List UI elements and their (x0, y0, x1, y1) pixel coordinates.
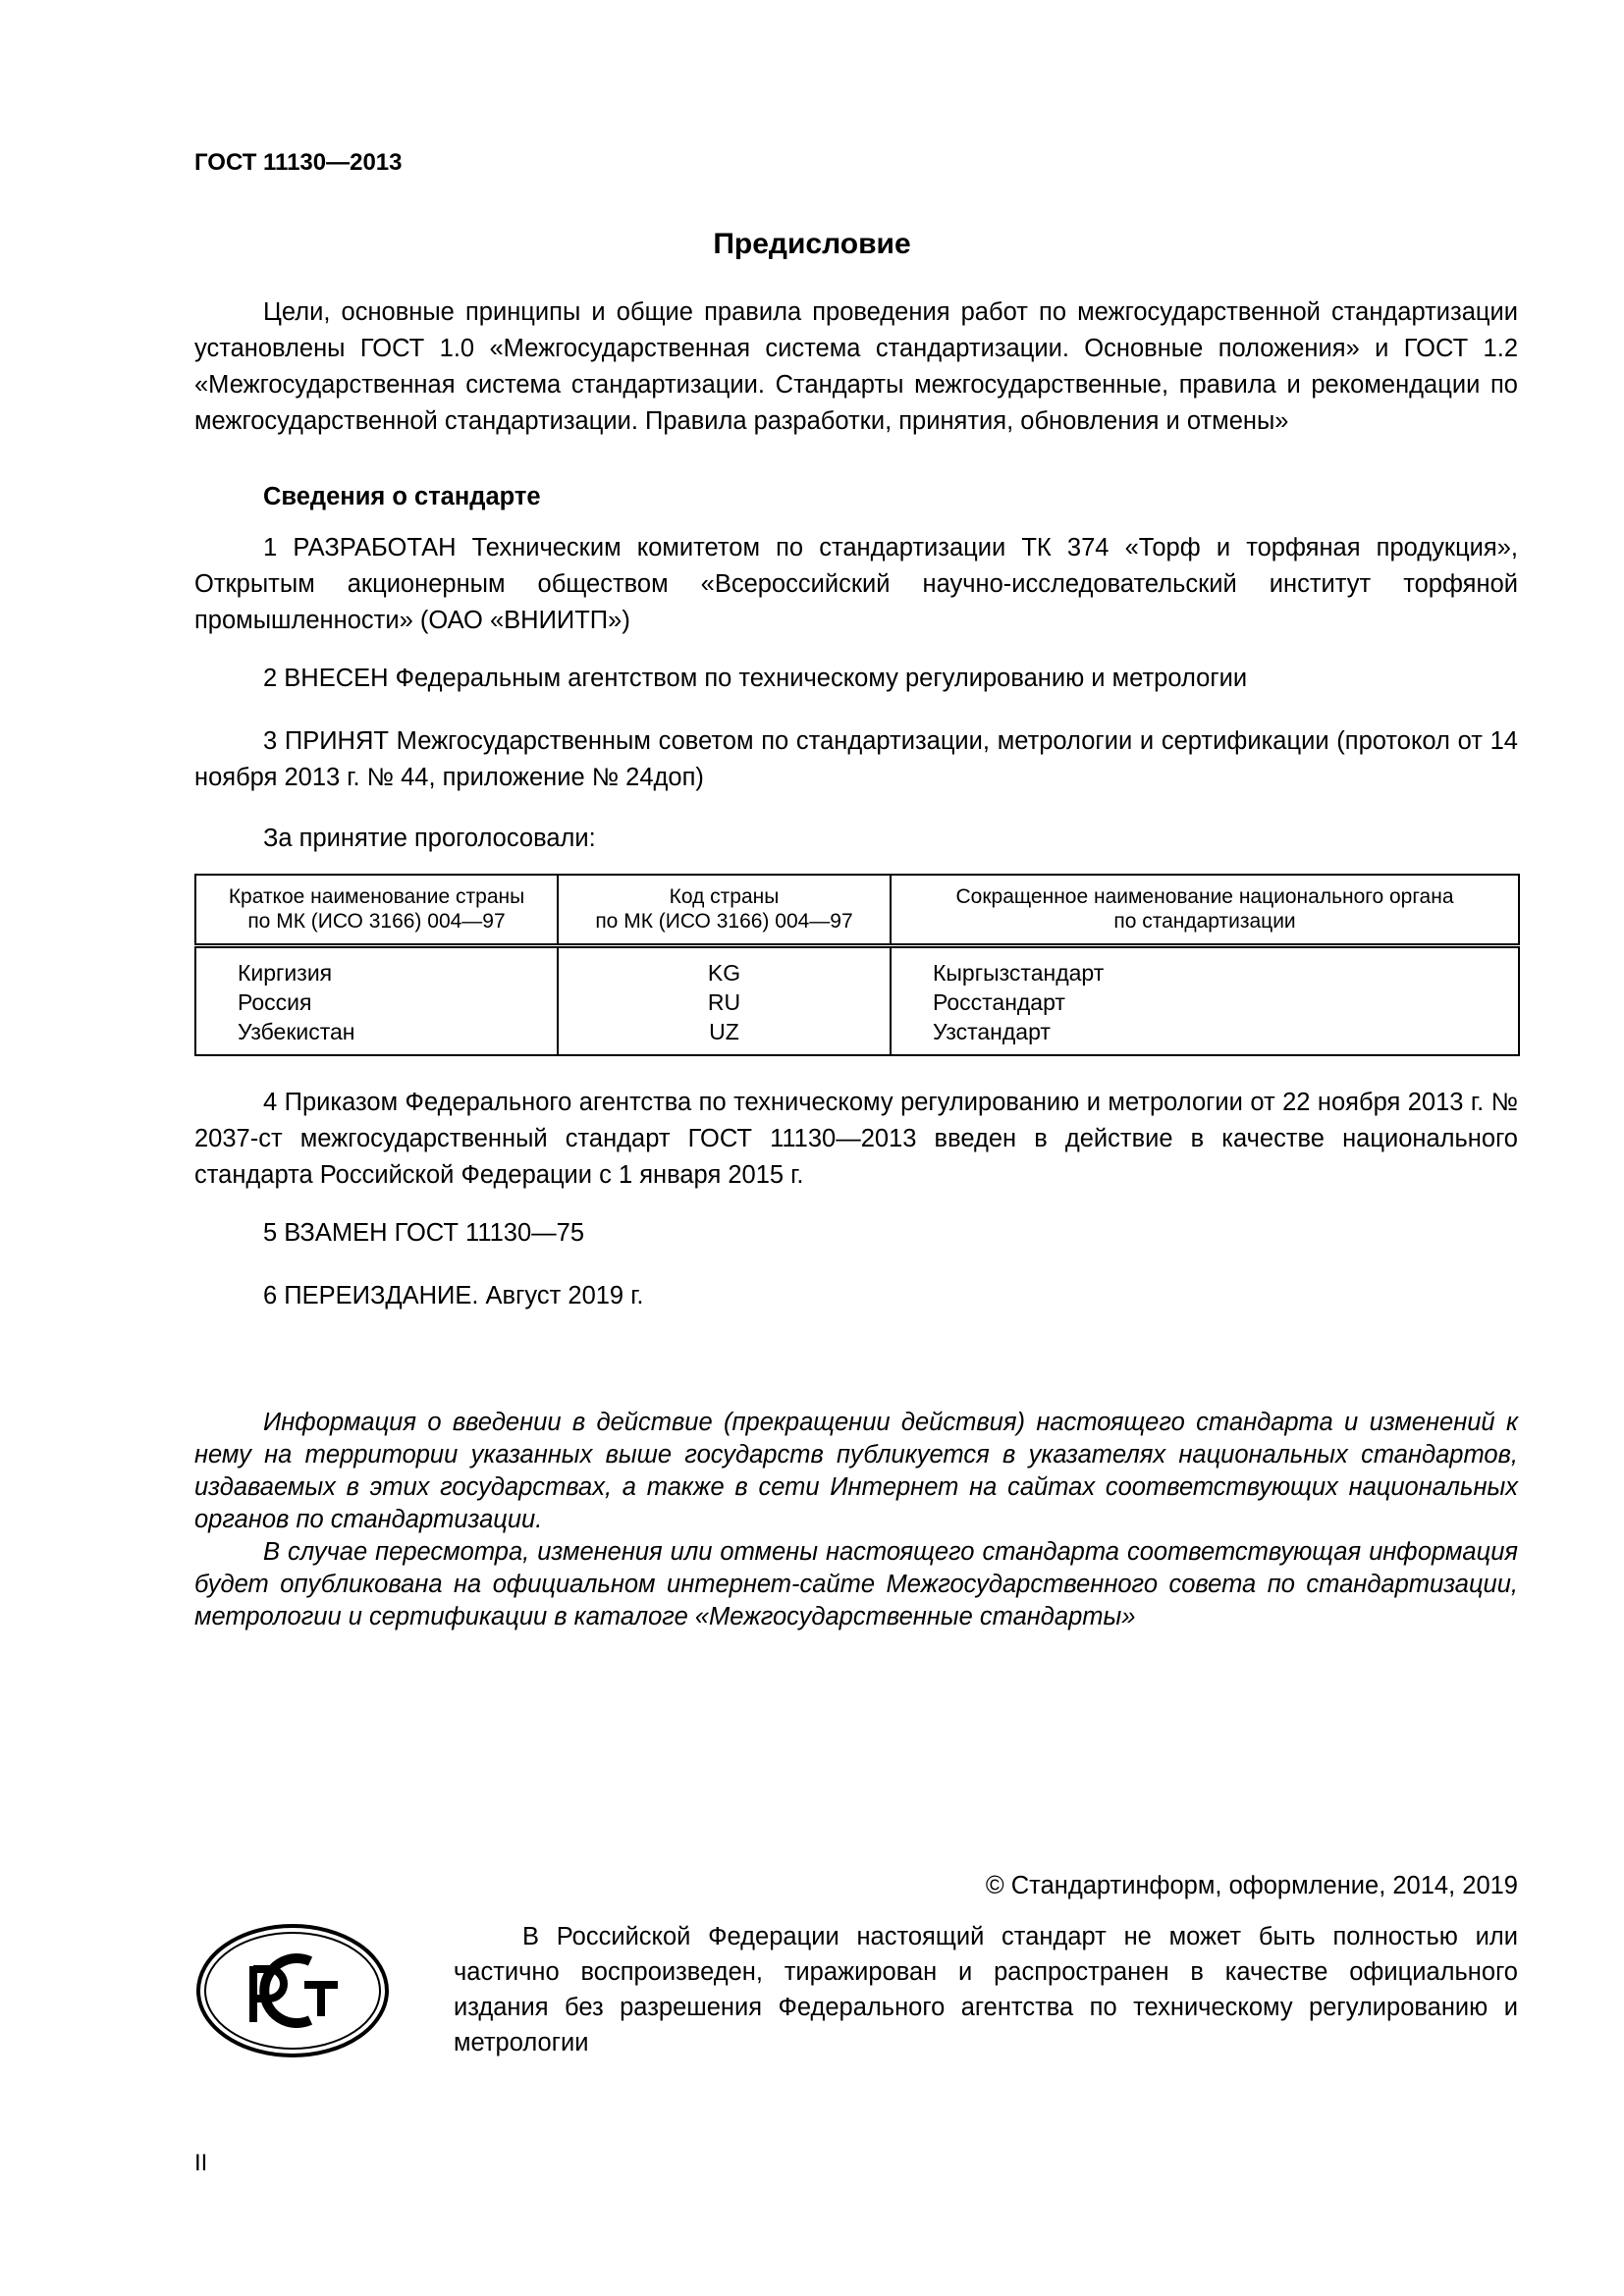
country-cell: Россия (195, 988, 558, 1017)
item-adopted: 3 ПРИНЯТ Межгосударственным советом по стандартизации, метрологии и сертификации (протокол от 14 ноября 2013 г. № 44, приложение № 24доп) (194, 727, 1518, 791)
item-introduced: 2 ВНЕСЕН Федеральным агентством по техническому регулированию и метрологии (263, 665, 1248, 692)
table-header-row (195, 875, 1519, 946)
header-country (195, 875, 558, 946)
header-body-line1: Сокращенное наименование национального органа (955, 885, 1454, 908)
item-replaces: 5 ВЗАМЕН ГОСТ 11130—75 (263, 1219, 585, 1247)
code-cell: KG (558, 946, 891, 988)
body-cell: Узстандарт (891, 1017, 1519, 1055)
voting-table (194, 874, 1520, 1056)
header-country-line2: по МК (ИСО 3166) 004—97 (247, 910, 506, 933)
header-body (891, 875, 1519, 946)
code-cell: RU (558, 988, 891, 1017)
intro-paragraph: Цели, основные принципы и общие правила проведения работ по межгосударственной стандартизации установлены ГОСТ 1.0 «Межгосударственная система стандартизации. Основные положения» и ГОСТ 1.2 «Межгосударственная система стандартизации. Стандарты межгосударственные, правила и рекомендации по межгосударственной стандартизации. Правила разработки, принятия, обновления и отмены» (194, 298, 1518, 435)
header-code (558, 875, 891, 946)
item-developed: 1 РАЗРАБОТАН Техническим комитетом по стандартизации ТК 374 «Торф и торфяная продукция», Открытым акционерным обществом «Всероссийский научно-исследовательский институт торфяной промышленности» (ОАО «ВНИИТП») (194, 534, 1518, 634)
item-order: 4 Приказом Федерального агентства по техническому регулированию и метрологии от 22 ноября 2013 г. № 2037-ст межгосударственный стандарт ГОСТ 11130—2013 введен в действие в качестве национального стандарта Российской Федерации с 1 января 2015 г. (194, 1089, 1518, 1189)
document-code: ГОСТ 11130—2013 (194, 149, 403, 176)
country-cell: Киргизия (195, 946, 558, 988)
note-introduction-info: Информация о введении в действие (прекращении действия) настоящего стандарта и изменений к нему на территории указанных выше государств публикуется в указателях национальных стандартов, издаваемых в этих государствах, а также в сети Интернет на сайтах соответствующих национальных органов по стандартизации. (194, 1409, 1518, 1533)
table-row (195, 988, 1519, 1017)
vote-intro: За принятие проголосовали: (263, 825, 596, 852)
header-code-line1: Код страны (669, 885, 780, 908)
note-revision-info: В случае пересмотра, изменения или отмены настоящего стандарта соответствующая информация будет опубликована на официальном интернет-сайте Межгосударственного совета по стандартизации, метрологии и сертификации в каталоге «Межгосударственные стандарты» (194, 1538, 1518, 1630)
rst-certification-mark-icon (194, 1922, 391, 2064)
header-body-line2: по стандартизации (1113, 910, 1296, 933)
country-cell: Узбекистан (195, 1017, 558, 1055)
page-number: II (194, 2150, 208, 2176)
section-title: Сведения о стандарте (263, 483, 541, 510)
header-code-line2: по МК (ИСО 3166) 004—97 (595, 910, 853, 933)
body-cell: Росстандарт (891, 988, 1519, 1017)
page-title: Предисловие (713, 228, 911, 260)
item-reissue: 6 ПЕРЕИЗДАНИЕ. Август 2019 г. (263, 1282, 644, 1309)
header-country-line1: Краткое наименование страны (228, 885, 525, 908)
code-cell: UZ (558, 1017, 891, 1055)
table-row (195, 1017, 1519, 1055)
table-row (195, 946, 1519, 988)
copyright-line: © Стандартинформ, оформление, 2014, 2019 (985, 1872, 1518, 1899)
body-cell: Кыргызстандарт (891, 946, 1519, 988)
reproduction-notice: В Российской Федерации настоящий стандарт не может быть полностью или частично воспроизведен, тиражирован и распространен в качестве официального издания без разрешения Федерального агентства по техническому регулированию и метрологии (454, 1923, 1518, 2056)
